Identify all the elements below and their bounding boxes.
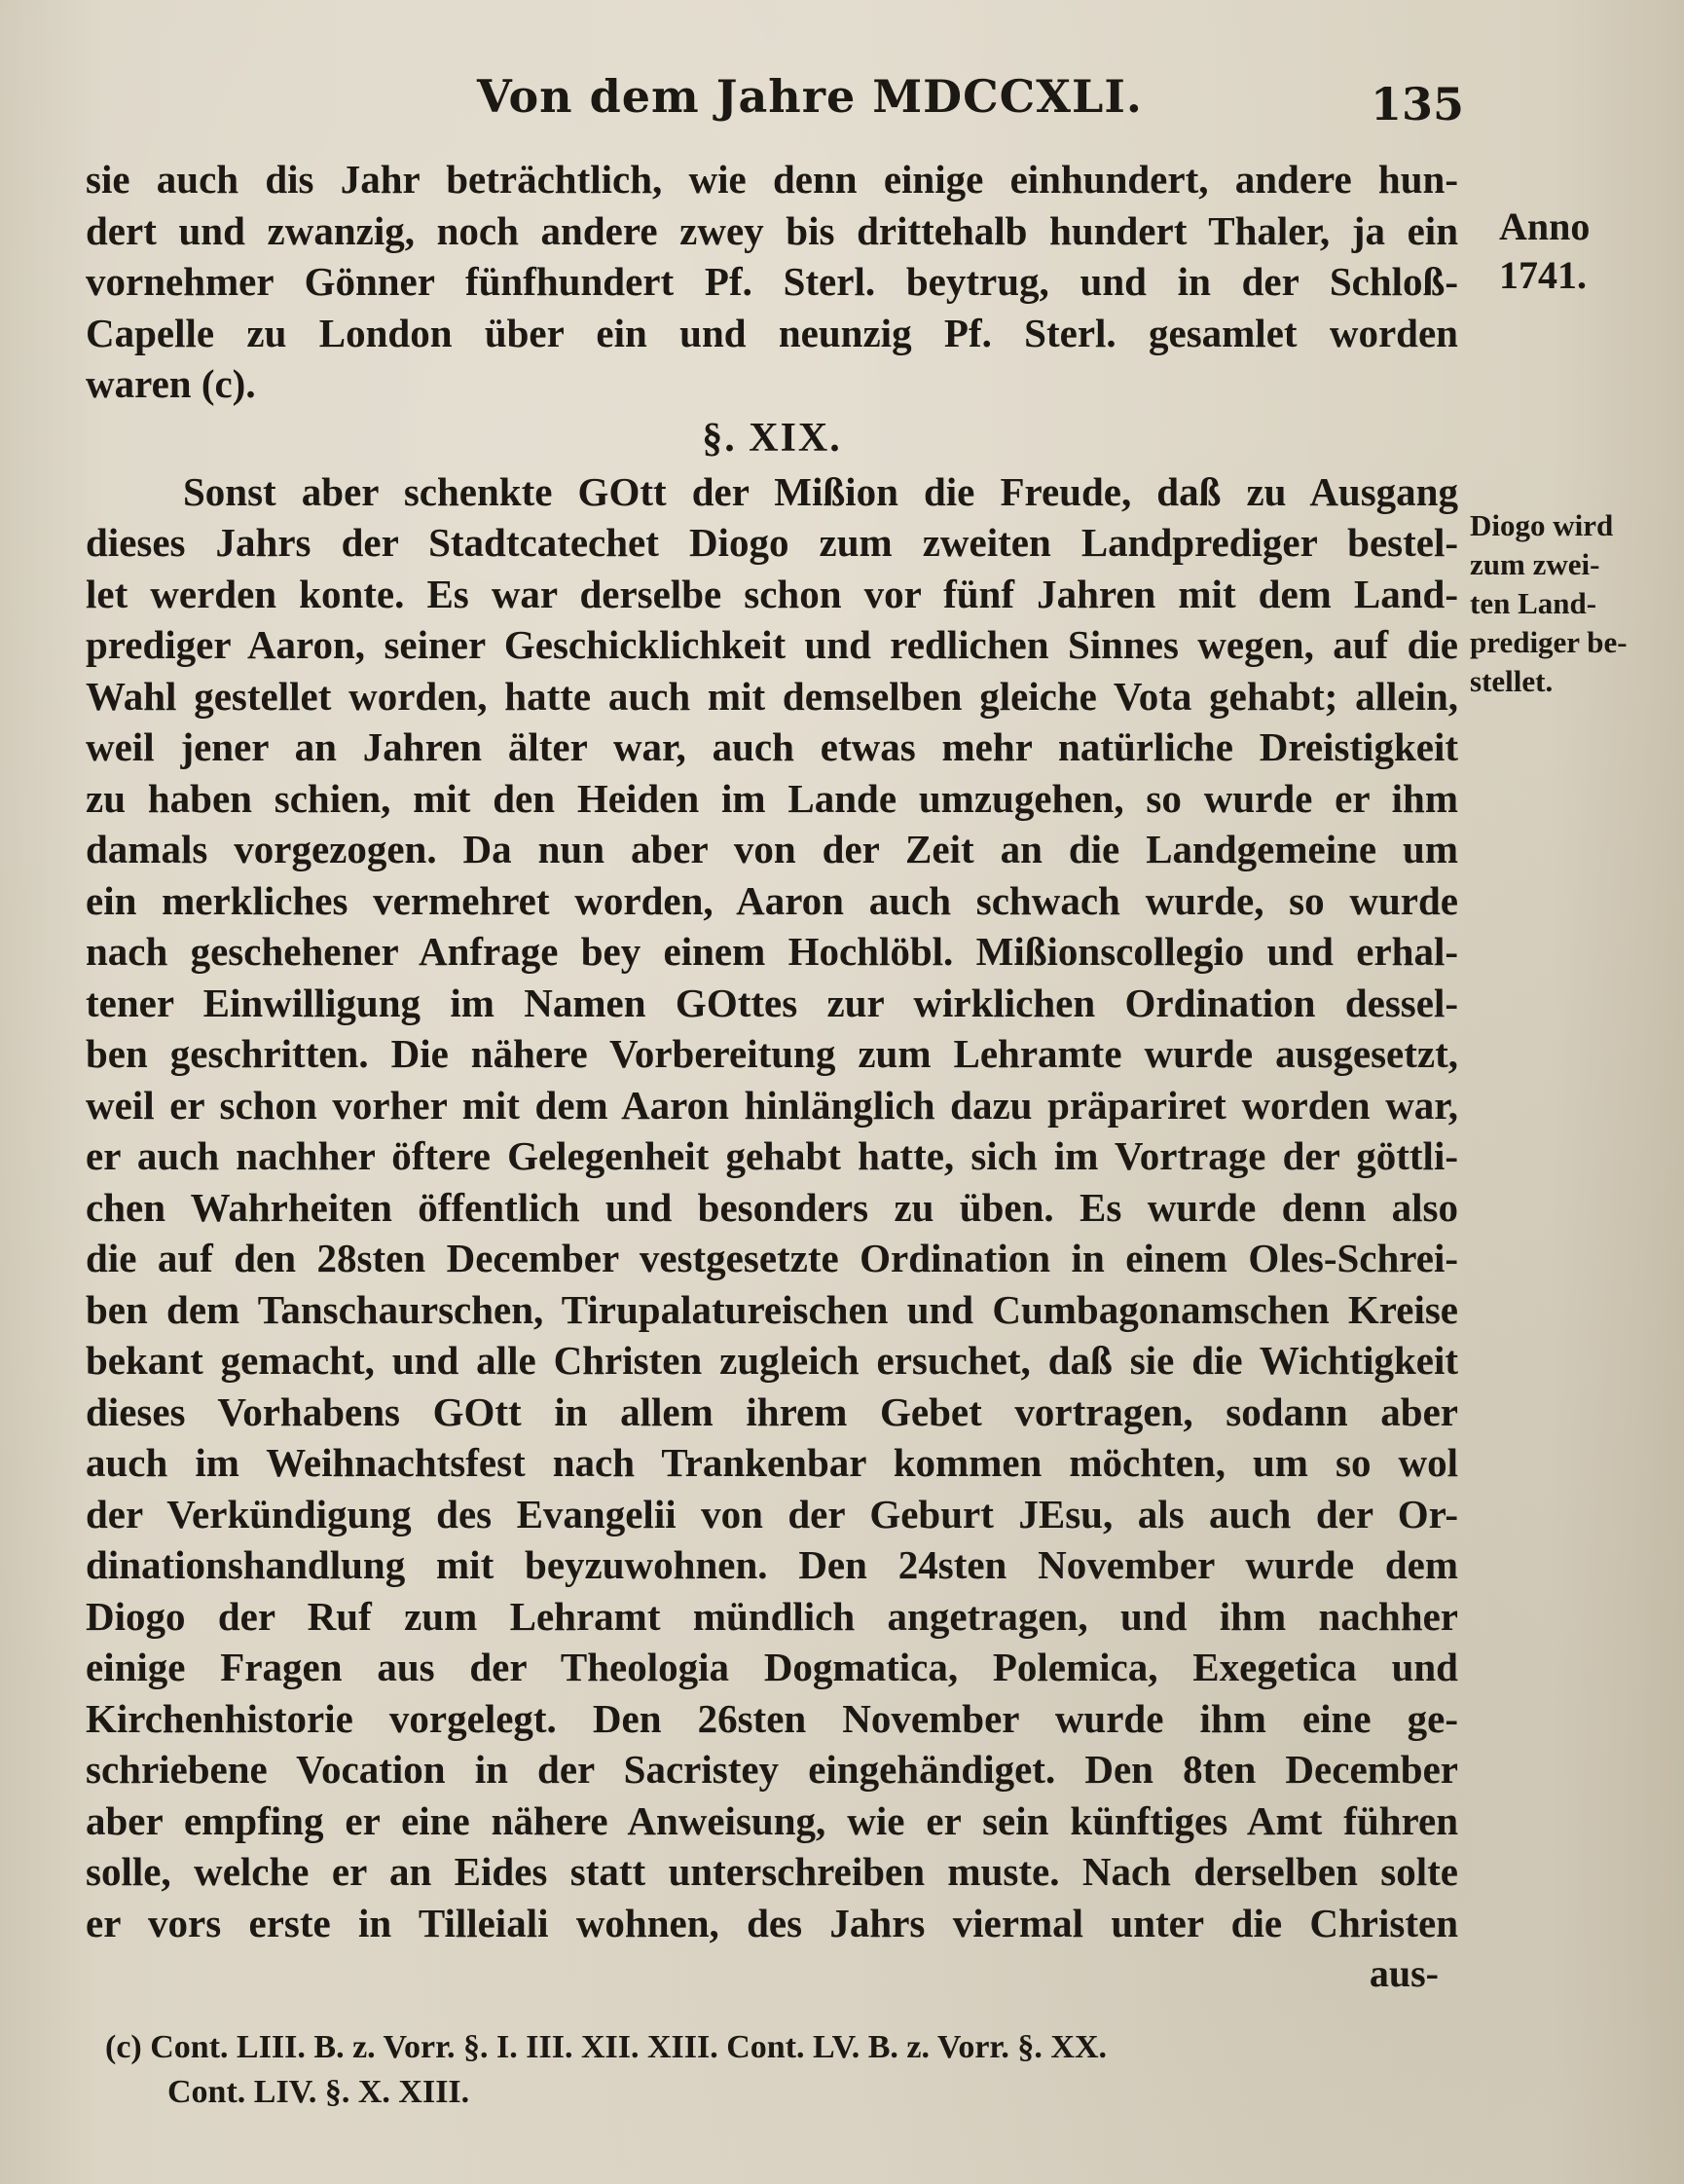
text-line: chen Wahrheiten öffentlich und besonders zu üben. Es wurde denn also: [86, 1184, 1458, 1230]
margin-note-line: zum zwei-: [1470, 547, 1600, 581]
margin-note-line: Diogo wird: [1470, 508, 1614, 542]
text-line: Sonst aber schenkte GOtt der Mißion die Freude, daß zu Ausgang: [183, 468, 1458, 514]
margin-note-diogo: [1470, 506, 1628, 701]
text-line: nach geschehener Anfrage bey einem Hochlöbl. Mißionscollegio und erhal-: [86, 929, 1458, 974]
text-line: Diogo der Ruf zum Lehramt mündlich angetragen, und ihm nachher: [86, 1593, 1458, 1639]
text-line: dert und zwanzig, noch andere zwey bis drittehalb hundert Thaler, ja ein: [86, 207, 1458, 253]
text-line: let werden konte. Es war derselbe schon vor fünf Jahren mit dem Land-: [86, 571, 1458, 616]
page-number: 135: [1371, 78, 1465, 130]
text-line: ben geschritten. Die nähere Vorbereitung zum Lehramte wurde ausgesetzt,: [86, 1031, 1458, 1076]
text-line: zu haben schien, mit den Heiden im Lande umzugehen, so wurde er ihm: [86, 775, 1458, 821]
text-line: bekant gemacht, und alle Christen zugleich ersuchet, daß sie die Wichtigkeit: [86, 1338, 1458, 1383]
main-text-block: [86, 154, 1458, 1999]
running-title: Von dem Jahre MDCCXLI.: [477, 70, 1143, 123]
text-line: weil jener an Jahren älter war, auch etwas mehr natürliche Dreistigkeit: [86, 724, 1458, 769]
margin-note-line: ten Land-: [1470, 586, 1597, 620]
text-line: ben dem Tanschaurschen, Tirupalatureischen und Cumbagonamschen Kreise: [86, 1286, 1458, 1332]
margin-note-year: [1499, 203, 1590, 300]
text-line: schriebene Vocation in der Sacristey eingehändiget. Den 8ten December: [86, 1747, 1458, 1792]
text-line: Kirchenhistorie vorgelegt. Den 26sten November wurde ihm eine ge-: [86, 1695, 1458, 1741]
text-line: Capelle zu London über ein und neunzig Pf. Sterl. gesamlet worden: [86, 310, 1458, 355]
footnote-line: Cont. LIV. §. X. XIII.: [167, 2074, 470, 2110]
page-header: [0, 60, 1684, 129]
text-line: er vors erste in Tilleiali wohnen, des Jahrs viermal unter die Christen: [86, 1900, 1458, 1945]
text-line: die auf den 28sten December vestgesetzte Ordination in einem Oles-Schrei-: [86, 1236, 1458, 1280]
footnote-line: (c) Cont. LIII. B. z. Vorr. §. I. III. XII. XIII. Cont. LV. B. z. Vorr. §. XX.: [105, 2029, 1107, 2065]
text-line: dieses Jahrs der Stadtcatechet Diogo zum zweiten Landprediger bestel-: [86, 520, 1458, 565]
text-line: solle, welche er an Eides statt unterschreiben muste. Nach derselben solte: [86, 1849, 1458, 1894]
text-line: damals vorgezogen. Da nun aber von der Zeit an die Landgemeine um: [86, 827, 1458, 871]
text-line: vornehmer Gönner fünfhundert Pf. Sterl. beytrug, und in der Schloß-: [86, 259, 1458, 304]
margin-note-line: stellet.: [1470, 664, 1554, 698]
text-line: weil er schon vorher mit dem Aaron hinlänglich dazu präpariret worden war,: [86, 1082, 1458, 1128]
margin-year-line: Anno: [1499, 204, 1591, 248]
text-line: einige Fragen aus der Theologia Dogmatica, Polemica, Exegetica und: [86, 1645, 1458, 1689]
margin-note-line: prediger be-: [1470, 625, 1628, 659]
text-line: aber empfing er eine nähere Anweisung, wie er sein künftiges Amt führen: [86, 1797, 1458, 1843]
text-line: Wahl gestellet worden, hatte auch mit demselben gleiche Vota gehabt; allein,: [86, 673, 1458, 719]
text-line: prediger Aaron, seiner Geschicklichkeit und redlichen Sinnes wegen, auf die: [86, 622, 1458, 667]
section-heading: §. XIX.: [702, 415, 842, 461]
text-line: dieses Vorhabens GOtt in allem ihrem Gebet vortragen, sodann aber: [86, 1388, 1458, 1434]
catchword: aus-: [1369, 1951, 1439, 1995]
footnotes: [105, 2025, 1468, 2115]
text-line: dinationshandlung mit beyzuwohnen. Den 24sten November wurde dem: [86, 1542, 1458, 1587]
text-line: er auch nachher öftere Gelegenheit gehabt hatte, sich im Vortrage der göttli-: [86, 1133, 1458, 1178]
text-line: der Verkündigung des Evangelii von der Geburt JEsu, als auch der Or-: [86, 1491, 1458, 1536]
margin-year-line: 1741.: [1499, 253, 1587, 297]
text-line: auch im Weihnachtsfest nach Trankenbar kommen möchten, um so wol: [86, 1440, 1458, 1485]
text-line: tener Einwilligung im Namen GOttes zur wirklichen Ordination dessel-: [86, 980, 1458, 1025]
text-line: sie auch dis Jahr beträchtlich, wie denn einige einhundert, andere hun-: [86, 157, 1458, 202]
text-line: waren (c).: [86, 361, 256, 406]
text-line: ein merkliches vermehret worden, Aaron auch schwach wurde, so wurde: [86, 877, 1458, 923]
